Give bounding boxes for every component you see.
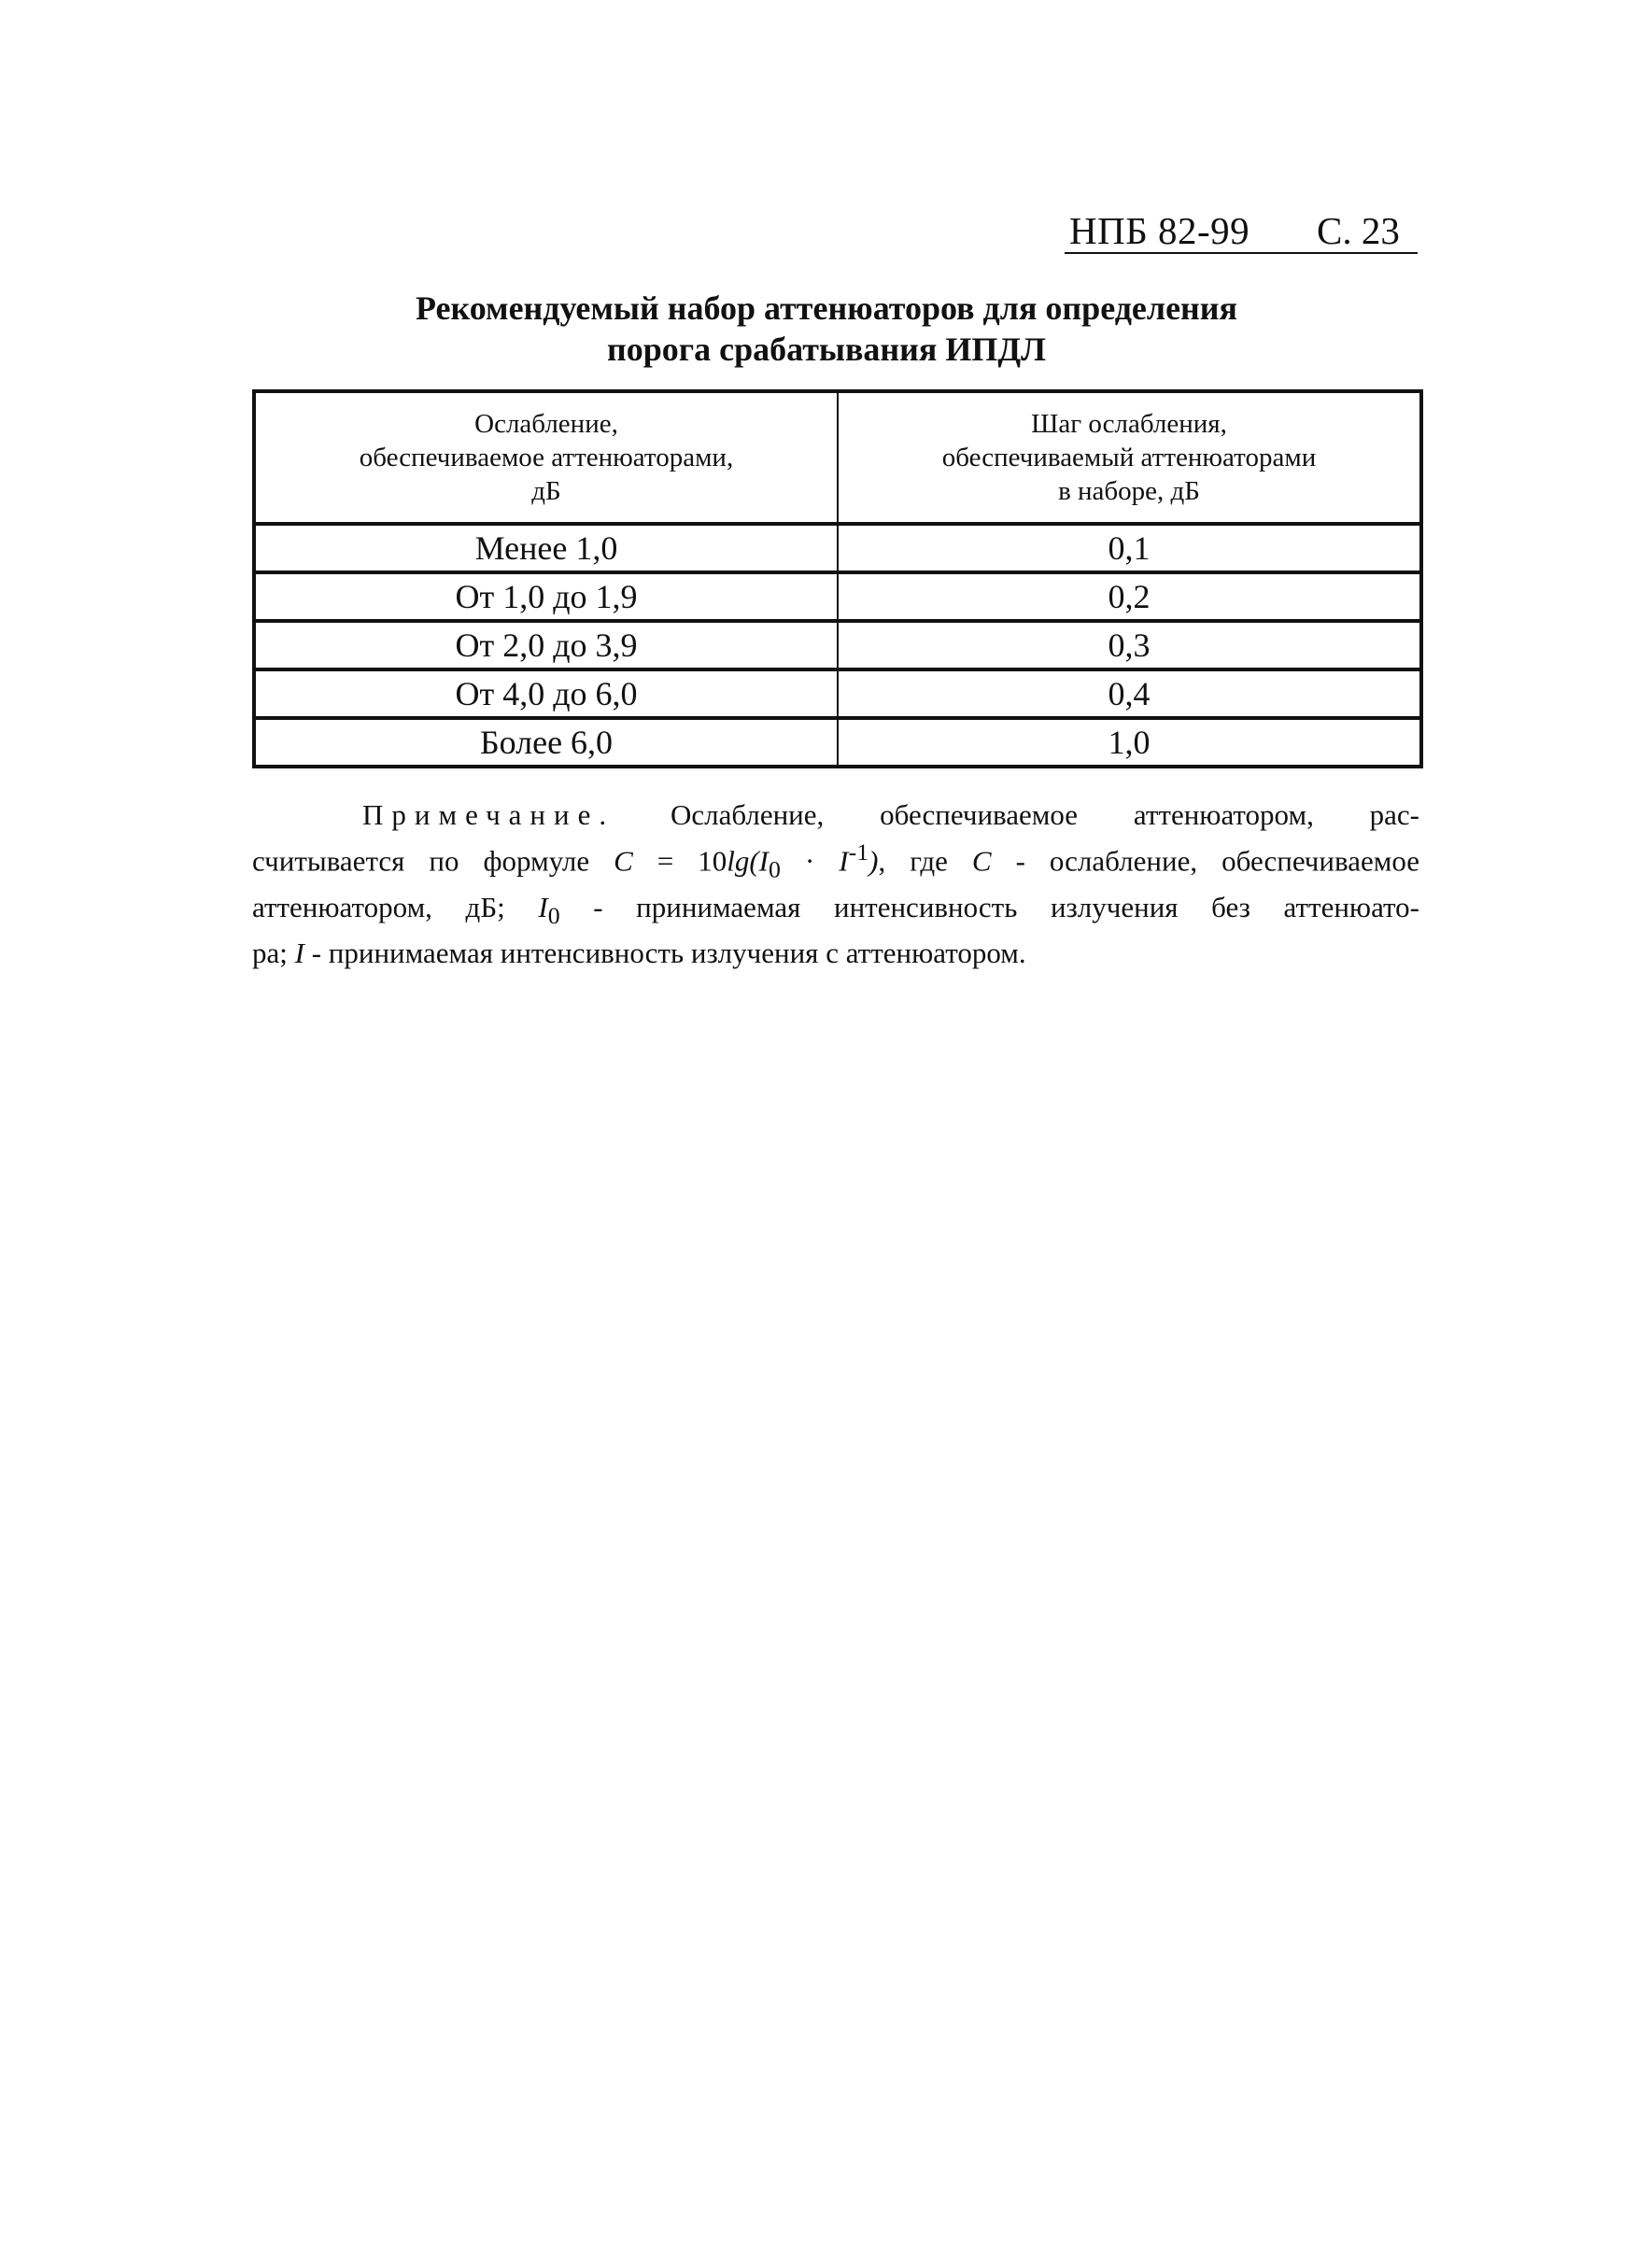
note-line-1 (252, 796, 1419, 834)
formula-text: = 10 (632, 844, 727, 878)
document-code: НПБ 82-99 (1069, 209, 1250, 252)
column-header-attenuation (254, 391, 838, 524)
formula-text: lg(I (727, 844, 770, 878)
attenuation-cell: Более 6,0 (254, 718, 838, 767)
attenuation-cell: От 2,0 до 3,9 (254, 621, 838, 669)
column-header-line: дБ (531, 476, 561, 506)
formula-symbol: I (839, 844, 849, 878)
note-text: - принимаемая интенсивность излучения без аттенюато- (559, 890, 1420, 923)
note-label: Примечание. (362, 798, 615, 831)
note-line-3 (252, 889, 1419, 935)
column-header-line: обеспечиваемое аттенюаторами, (359, 443, 734, 472)
note-text: Ослабление, обеспечиваемое аттенюатором, рас- (670, 798, 1420, 831)
table-row (254, 621, 1421, 669)
table-note (252, 796, 1419, 972)
column-header-line: Шаг ослабления, (1031, 409, 1227, 439)
table-row (254, 718, 1421, 767)
note-text: аттенюатором, дБ; (252, 890, 539, 923)
formula-symbol: C (614, 844, 633, 878)
page-header (1065, 207, 1419, 254)
note-text: считывается по формуле (252, 844, 614, 878)
table-title-line-1: Рекомендуемый набор аттенюаторов для определения (415, 289, 1238, 327)
step-cell: 0,2 (838, 572, 1421, 621)
page-number: С. 23 (1317, 209, 1400, 252)
note-text: , где (878, 844, 972, 878)
formula-subscript: 0 (547, 901, 560, 929)
step-cell: 0,4 (838, 669, 1421, 718)
column-header-step (838, 391, 1421, 524)
step-cell: 0,1 (838, 524, 1421, 572)
table-row (254, 669, 1421, 718)
table-title-line-2: порога срабатывания ИПДЛ (607, 331, 1046, 368)
formula-text: · (780, 844, 840, 878)
formula-symbol: I (538, 890, 548, 923)
note-text: ра; (252, 936, 295, 969)
table-header-row (254, 391, 1421, 524)
table-row (254, 524, 1421, 572)
attenuation-cell: От 4,0 до 6,0 (254, 669, 838, 718)
header-rule (1065, 252, 1418, 254)
formula-symbol: I (294, 936, 304, 969)
attenuation-cell: Менее 1,0 (254, 524, 838, 572)
attenuation-cell: От 1,0 до 1,9 (254, 572, 838, 621)
table-title (252, 288, 1401, 370)
step-cell: 1,0 (1108, 724, 1151, 761)
column-header-line: обеспечиваемый аттенюаторами (941, 443, 1317, 472)
note-text: - принимаемая интенсивность излучения с аттенюатором. (304, 936, 1026, 969)
note-line-4 (252, 935, 1419, 972)
attenuator-table (252, 389, 1423, 768)
column-header-line: Ослабление, (474, 409, 618, 439)
formula-superscript: -1 (848, 838, 869, 866)
formula-text: ) (868, 844, 879, 878)
column-header-line: в наборе, дБ (1058, 476, 1200, 506)
note-text: - ослабление, обеспечиваемое (991, 844, 1419, 878)
note-line-2 (252, 834, 1419, 889)
step-cell: 0,3 (838, 621, 1421, 669)
formula-subscript: 0 (769, 855, 781, 883)
formula-symbol: C (971, 844, 992, 878)
table-row (254, 572, 1421, 621)
